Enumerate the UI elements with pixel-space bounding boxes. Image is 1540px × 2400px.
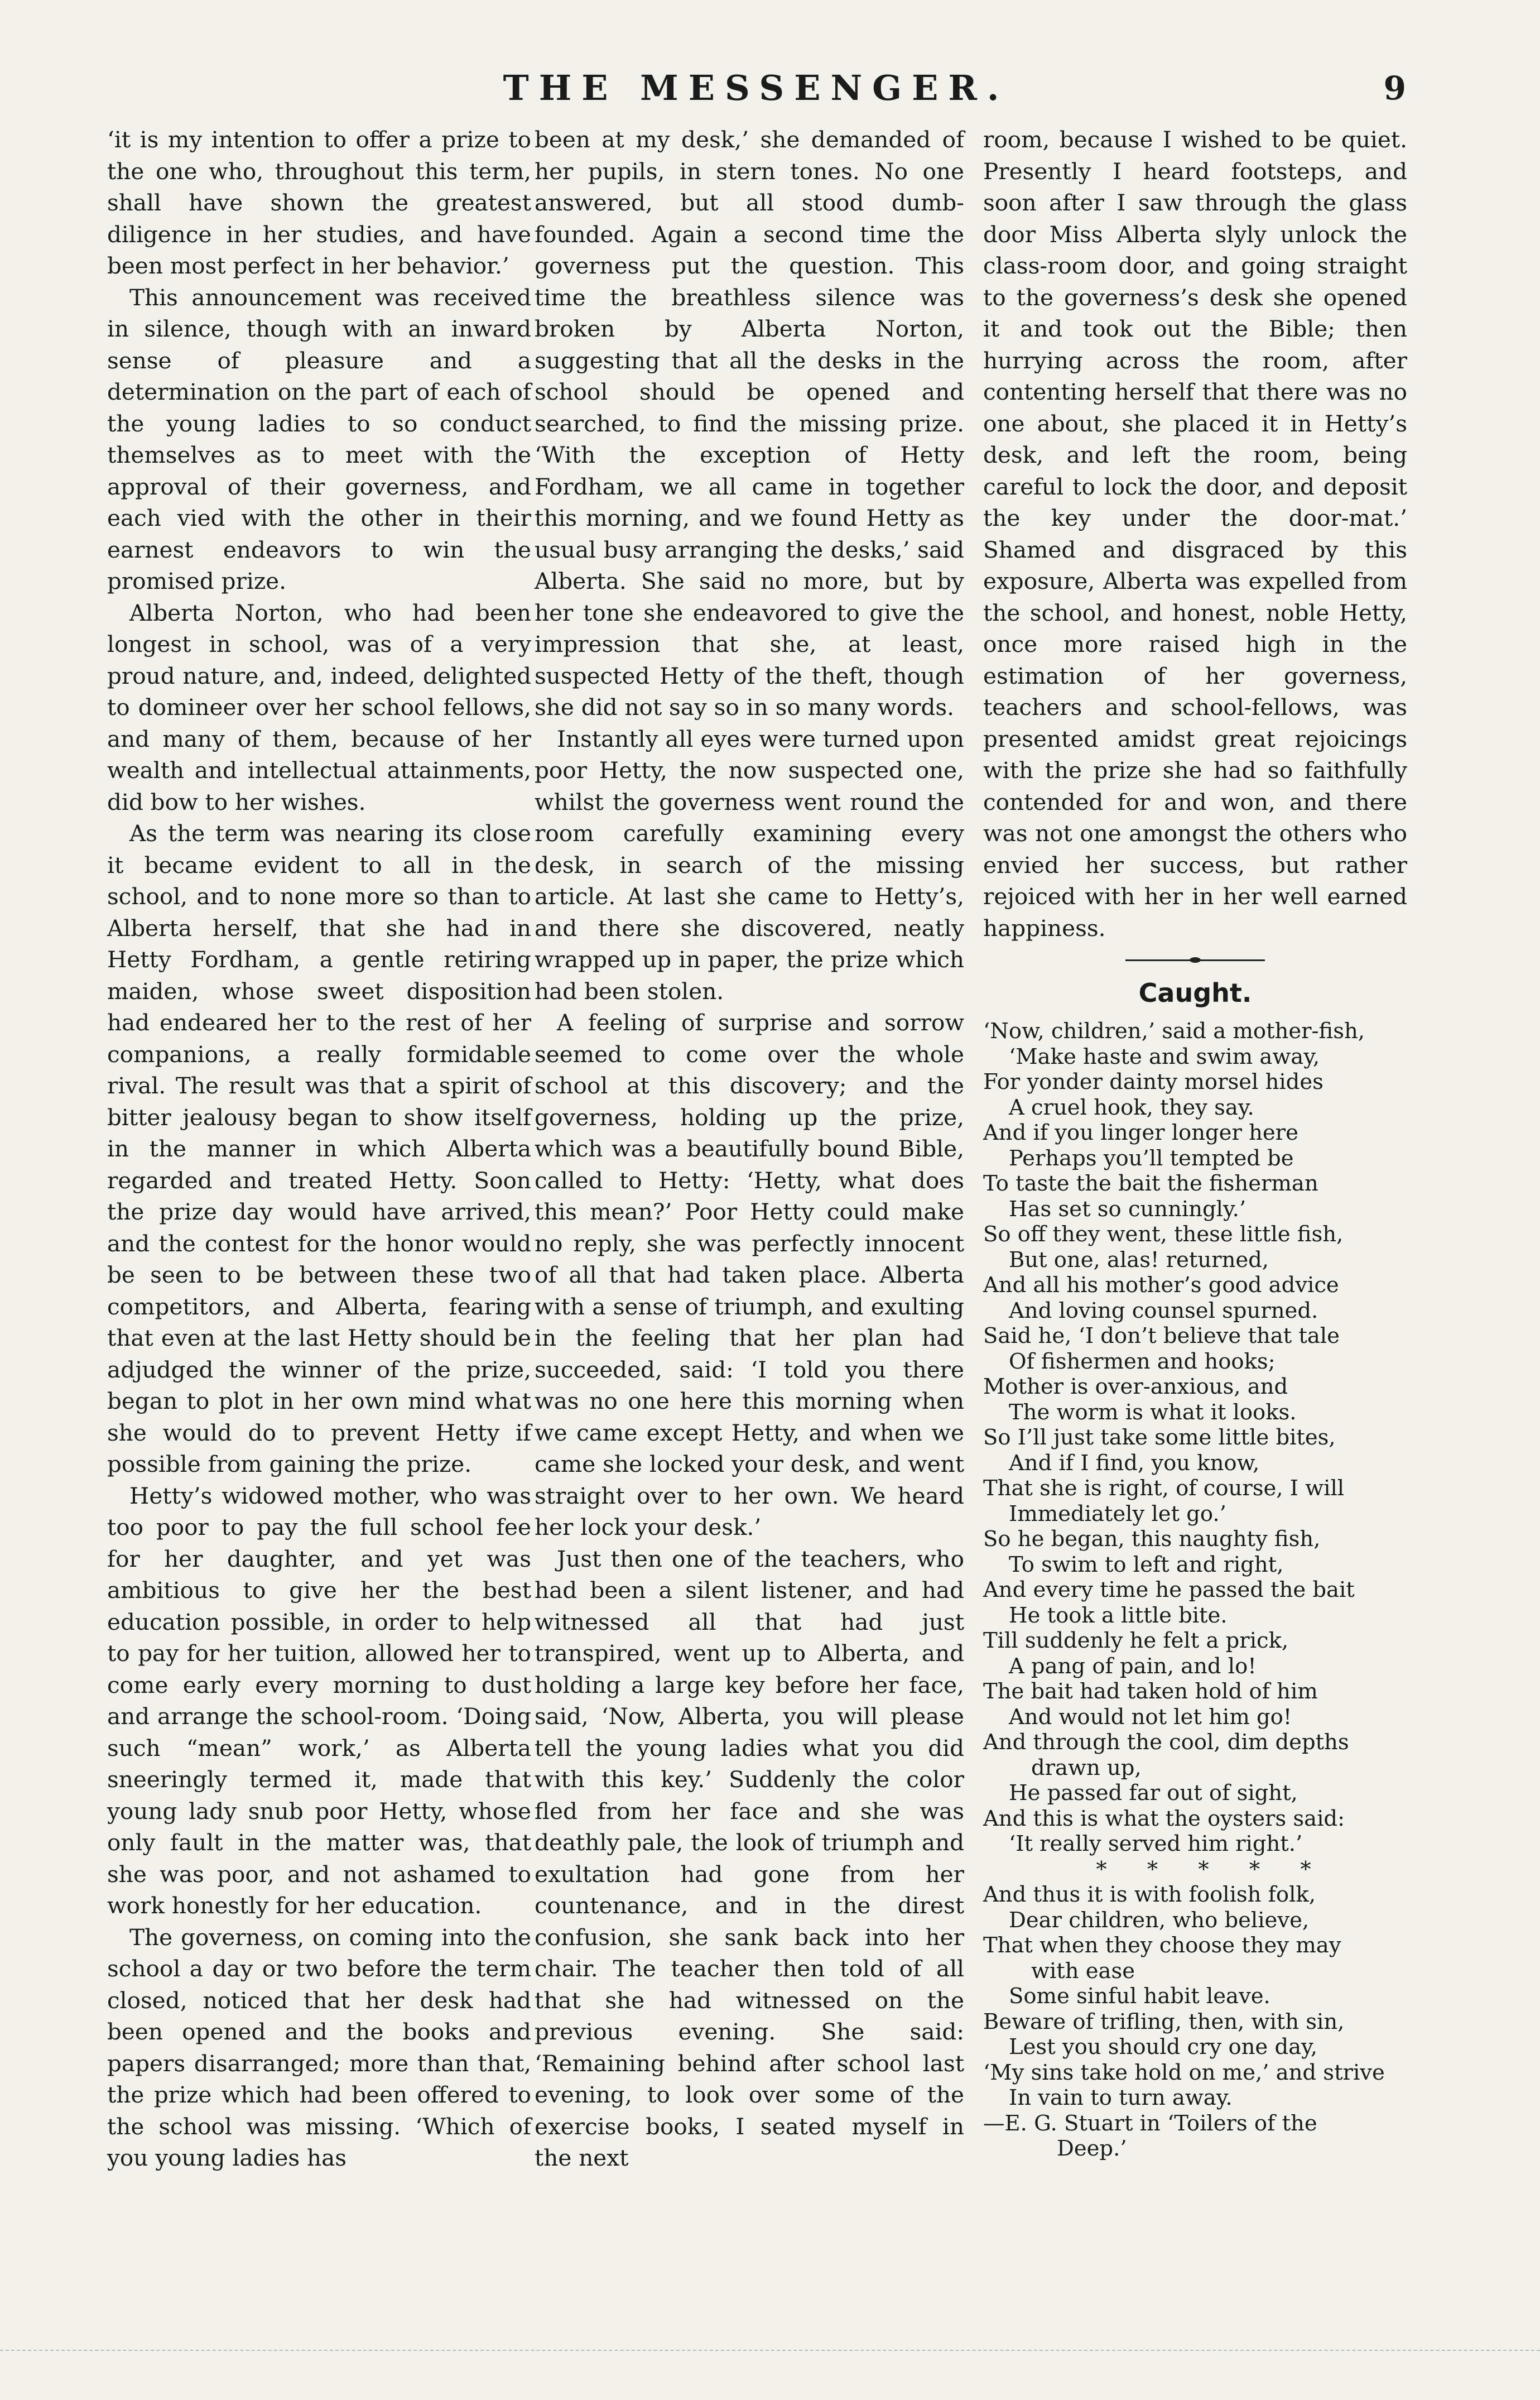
poem-line: Has set so cunningly.’ xyxy=(1009,1196,1247,1222)
poem-line: That she is right, of course, I will xyxy=(983,1476,1345,1501)
story-paragraph: This announcement was received in silence, though with an inward sense of pleasure and a determination on the part of each of the young ladies to so conduct themselves as to meet with the approval of their governess, and each vied with the other in their earnest endeavors to win the promised prize. xyxy=(107,284,531,594)
poem-line: ‘Make haste and swim away, xyxy=(1009,1044,1320,1069)
poem-line: And all his mother’s good advice xyxy=(983,1273,1339,1298)
page-fold-line xyxy=(0,2350,1540,2351)
poem-line: ‘Now, children,’ said a mother-fish, xyxy=(983,1019,1365,1044)
column-1 xyxy=(107,124,531,2174)
masthead-title: THE MESSENGER. xyxy=(503,68,1009,108)
page-number: 9 xyxy=(1383,69,1406,107)
poem-stars-separator: * * * * * xyxy=(1096,1856,1328,1882)
story-paragraph: ‘it is my intention to offer a prize to the one who, throughout this term, shall have shown the greatest diligence in her studies, and have been most perfect in her behavior.’ xyxy=(107,126,531,279)
poem-attribution-continued: Deep.’ xyxy=(1057,2136,1127,2161)
poem-line: To swim to left and right, xyxy=(1009,1552,1284,1577)
poem-line: Dear children, who believe, xyxy=(1009,1907,1310,1933)
poem-line: In vain to turn away. xyxy=(1009,2085,1233,2110)
poem-line: ‘It really served him right.’ xyxy=(1009,1831,1303,1856)
poem-line: A pang of pain, and lo! xyxy=(1009,1653,1257,1679)
poem xyxy=(983,1019,1407,2162)
column-2 xyxy=(535,124,964,2174)
poem-line: Mother is over-anxious, and xyxy=(983,1374,1288,1399)
poem-line: drawn up, xyxy=(1031,1755,1142,1780)
story-paragraph: Just then one of the teachers, who had been a silent listener, and had witnessed all that had just transpired, went up to Alberta, and holding a large key before her face, said, ‘Now, Alberta, you will please tell the young ladies what you did with this key.’ Suddenly the color fled from her face and she was deathly pale, the look of triumph and exultation had gone from her countenance, and in the direst confusion, she sank back into her chair. The teacher then told of all that she had witnessed on the previous evening. She said: ‘Remaining behind after school last evening, to look over some of the exercise books, I seated myself in the next xyxy=(535,1545,964,2171)
poem-line: Perhaps you’ll tempted be xyxy=(1009,1145,1294,1171)
poem-line: And every time he passed the bait xyxy=(983,1577,1355,1602)
story-ending xyxy=(983,124,1407,944)
poem-line: The bait had taken hold of him xyxy=(983,1679,1318,1704)
poem-line: For yonder dainty morsel hides xyxy=(983,1069,1324,1095)
poem-stanzas-part-2 xyxy=(983,1882,1407,2111)
poem-line: Till suddenly he felt a prick, xyxy=(983,1628,1289,1653)
poem-line: He took a little bite. xyxy=(1009,1602,1228,1628)
poem-line: with ease xyxy=(1031,1958,1135,1984)
poem-line: Immediately let go.’ xyxy=(1009,1501,1226,1527)
story-paragraph: Hetty’s widowed mother, who was too poor to pay the full school fee for her daughter, and yet was ambitious to give her the best education possible, in order to help to pay for her tuition, allowed her to come early every morning to dust and arrange the school-room. ‘Doing such “mean” work,’ as Alberta sneeringly termed it, made that young lady snub poor Hetty, whose only fault in the matter was, that she was poor, and not ashamed to work honestly for her education. xyxy=(107,1482,531,1919)
poem-line: And through the cool, dim depths xyxy=(983,1730,1349,1755)
poem-line: He passed far out of sight, xyxy=(1009,1780,1298,1806)
poem-line: And if you linger longer here xyxy=(983,1120,1298,1145)
story-paragraph: The governess, on coming into the school a day or two before the term closed, noticed that her desk had been opened and the books and papers disarranged; more than that, the prize which had been offered to the school was missing. ‘Which of you young ladies has xyxy=(107,1923,531,2171)
poem-line: And would not let him go! xyxy=(1009,1704,1292,1730)
poem-line: And loving counsel spurned. xyxy=(1009,1298,1318,1323)
column-3 xyxy=(983,124,1407,2162)
story-paragraph: Instantly all eyes were turned upon poor Hetty, the now suspected one, whilst the governess went round the room carefully examining every desk, in search of the missing article. At last she came to Hetty’s, and there she discovered, neatly wrapped up in paper, the prize which had been stolen. xyxy=(535,725,964,1005)
poem-line: ‘My sins take hold on me,’ and strive xyxy=(983,2060,1385,2085)
poem-line: So off they went, these little fish, xyxy=(983,1222,1344,1247)
poem-line: And this is what the oysters said: xyxy=(983,1806,1345,1831)
poem-attribution: —E. G. Stuart in ‘Toilers of the xyxy=(983,2110,1317,2136)
story-paragraph: Alberta Norton, who had been longest in school, was of a very proud nature, and, indeed, delighted to domineer over her school fellows, and many of them, because of her wealth and intellectual attainments, did bow to her wishes. xyxy=(107,599,531,815)
poem-line: Some sinful habit leave. xyxy=(1009,1984,1270,2009)
story-paragraph: As the term was nearing its close it became evident to all in the school, and to none more so than to Alberta herself, that she had in Hetty Fordham, a gentle retiring maiden, whose sweet disposition had endeared her to the rest of her companions, a really formidable rival. The result was that a spirit of bitter jealousy began to show itself in the manner in which Alberta regarded and treated Hetty. Soon the prize day would have arrived, and the contest for the honor would be seen to be between these two competitors, and Alberta, fearing that even at the last Hetty should be adjudged the winner of the prize, began to plot in her own mind what she would do to prevent Hetty if possible from gaining the prize. xyxy=(107,820,531,1477)
page-header xyxy=(106,66,1406,116)
poem-line: Beware of trifling, then, with sin, xyxy=(983,2009,1345,2034)
poem-line: But one, alas! returned, xyxy=(1009,1247,1269,1273)
poem-line: That when they choose they may xyxy=(983,1933,1341,1958)
story-paragraph: A feeling of surprise and sorrow seemed to come over the whole school at this discovery; and the governess, holding up the prize, which was a beautifully bound Bible, called to Hetty: ‘Hetty, what does this mean?’ Poor Hetty could make no reply, she was perfectly innocent of all that had taken place. Alberta with a sense of triumph, and exulting in the feeling that her plan had succeeded, said: ‘I told you there was no one here this morning when we came except Hetty, and when we came she locked your desk, and went straight over to her own. We heard her lock your desk.’ xyxy=(535,1009,964,1540)
poem-line: And thus it is with foolish folk, xyxy=(983,1882,1316,1907)
poem-line: A cruel hook, they say. xyxy=(1009,1095,1254,1120)
section-divider xyxy=(1125,956,1265,964)
poem-title: Caught. xyxy=(1138,978,1252,1008)
poem-line: Said he, ‘I don’t believe that tale xyxy=(983,1323,1340,1348)
poem-line: Of fishermen and hooks; xyxy=(1009,1348,1276,1374)
poem-line: To taste the bait the fisherman xyxy=(983,1171,1318,1196)
story-paragraph: been at my desk,’ she demanded of her pupils, in stern tones. No one answered, but all stood dumb-founded. Again a second time the governess put the question. This time the breathless silence was broken by Alberta Norton, suggesting that all the desks in the school should be opened and searched, to find the missing prize. ‘With the exception of Hetty Fordham, we all came in together this morning, and we found Hetty as usual busy arranging the desks,’ said Alberta. She said no more, but by her tone she endeavored to give the impression that she, at least, suspected Hetty of the theft, though she did not say so in so many words. xyxy=(535,126,964,721)
poem-line: So I’ll just take some little bites, xyxy=(983,1425,1336,1450)
poem-line: The worm is what it looks. xyxy=(1009,1399,1297,1425)
poem-line: And if I find, you know, xyxy=(1009,1450,1260,1476)
poem-line: Lest you should cry one day, xyxy=(1009,2034,1317,2060)
poem-line: So he began, this naughty fish, xyxy=(983,1527,1321,1552)
poem-stanzas-part-1 xyxy=(983,1019,1407,1857)
story-paragraph: room, because I wished to be quiet. Presently I heard footsteps, and soon after I saw through the glass door Miss Alberta slyly unlock the class-room door, and going straight to the governess’s desk she opened it and took out the Bible; then hurrying across the room, after contenting herself that there was no one about, she placed it in Hetty’s desk, and left the room, being careful to lock the door, and deposit the key under the door-mat.’ Shamed and disgraced by this exposure, Alberta was expelled from the school, and honest, noble Hetty, once more raised high in the estimation of her governess, teachers and school-fellows, was presented amidst great rejoicings with the prize she had so faithfully contended for and won, and there was not one amongst the others who envied her success, but rather rejoiced with her in her well earned happiness. xyxy=(983,126,1407,942)
